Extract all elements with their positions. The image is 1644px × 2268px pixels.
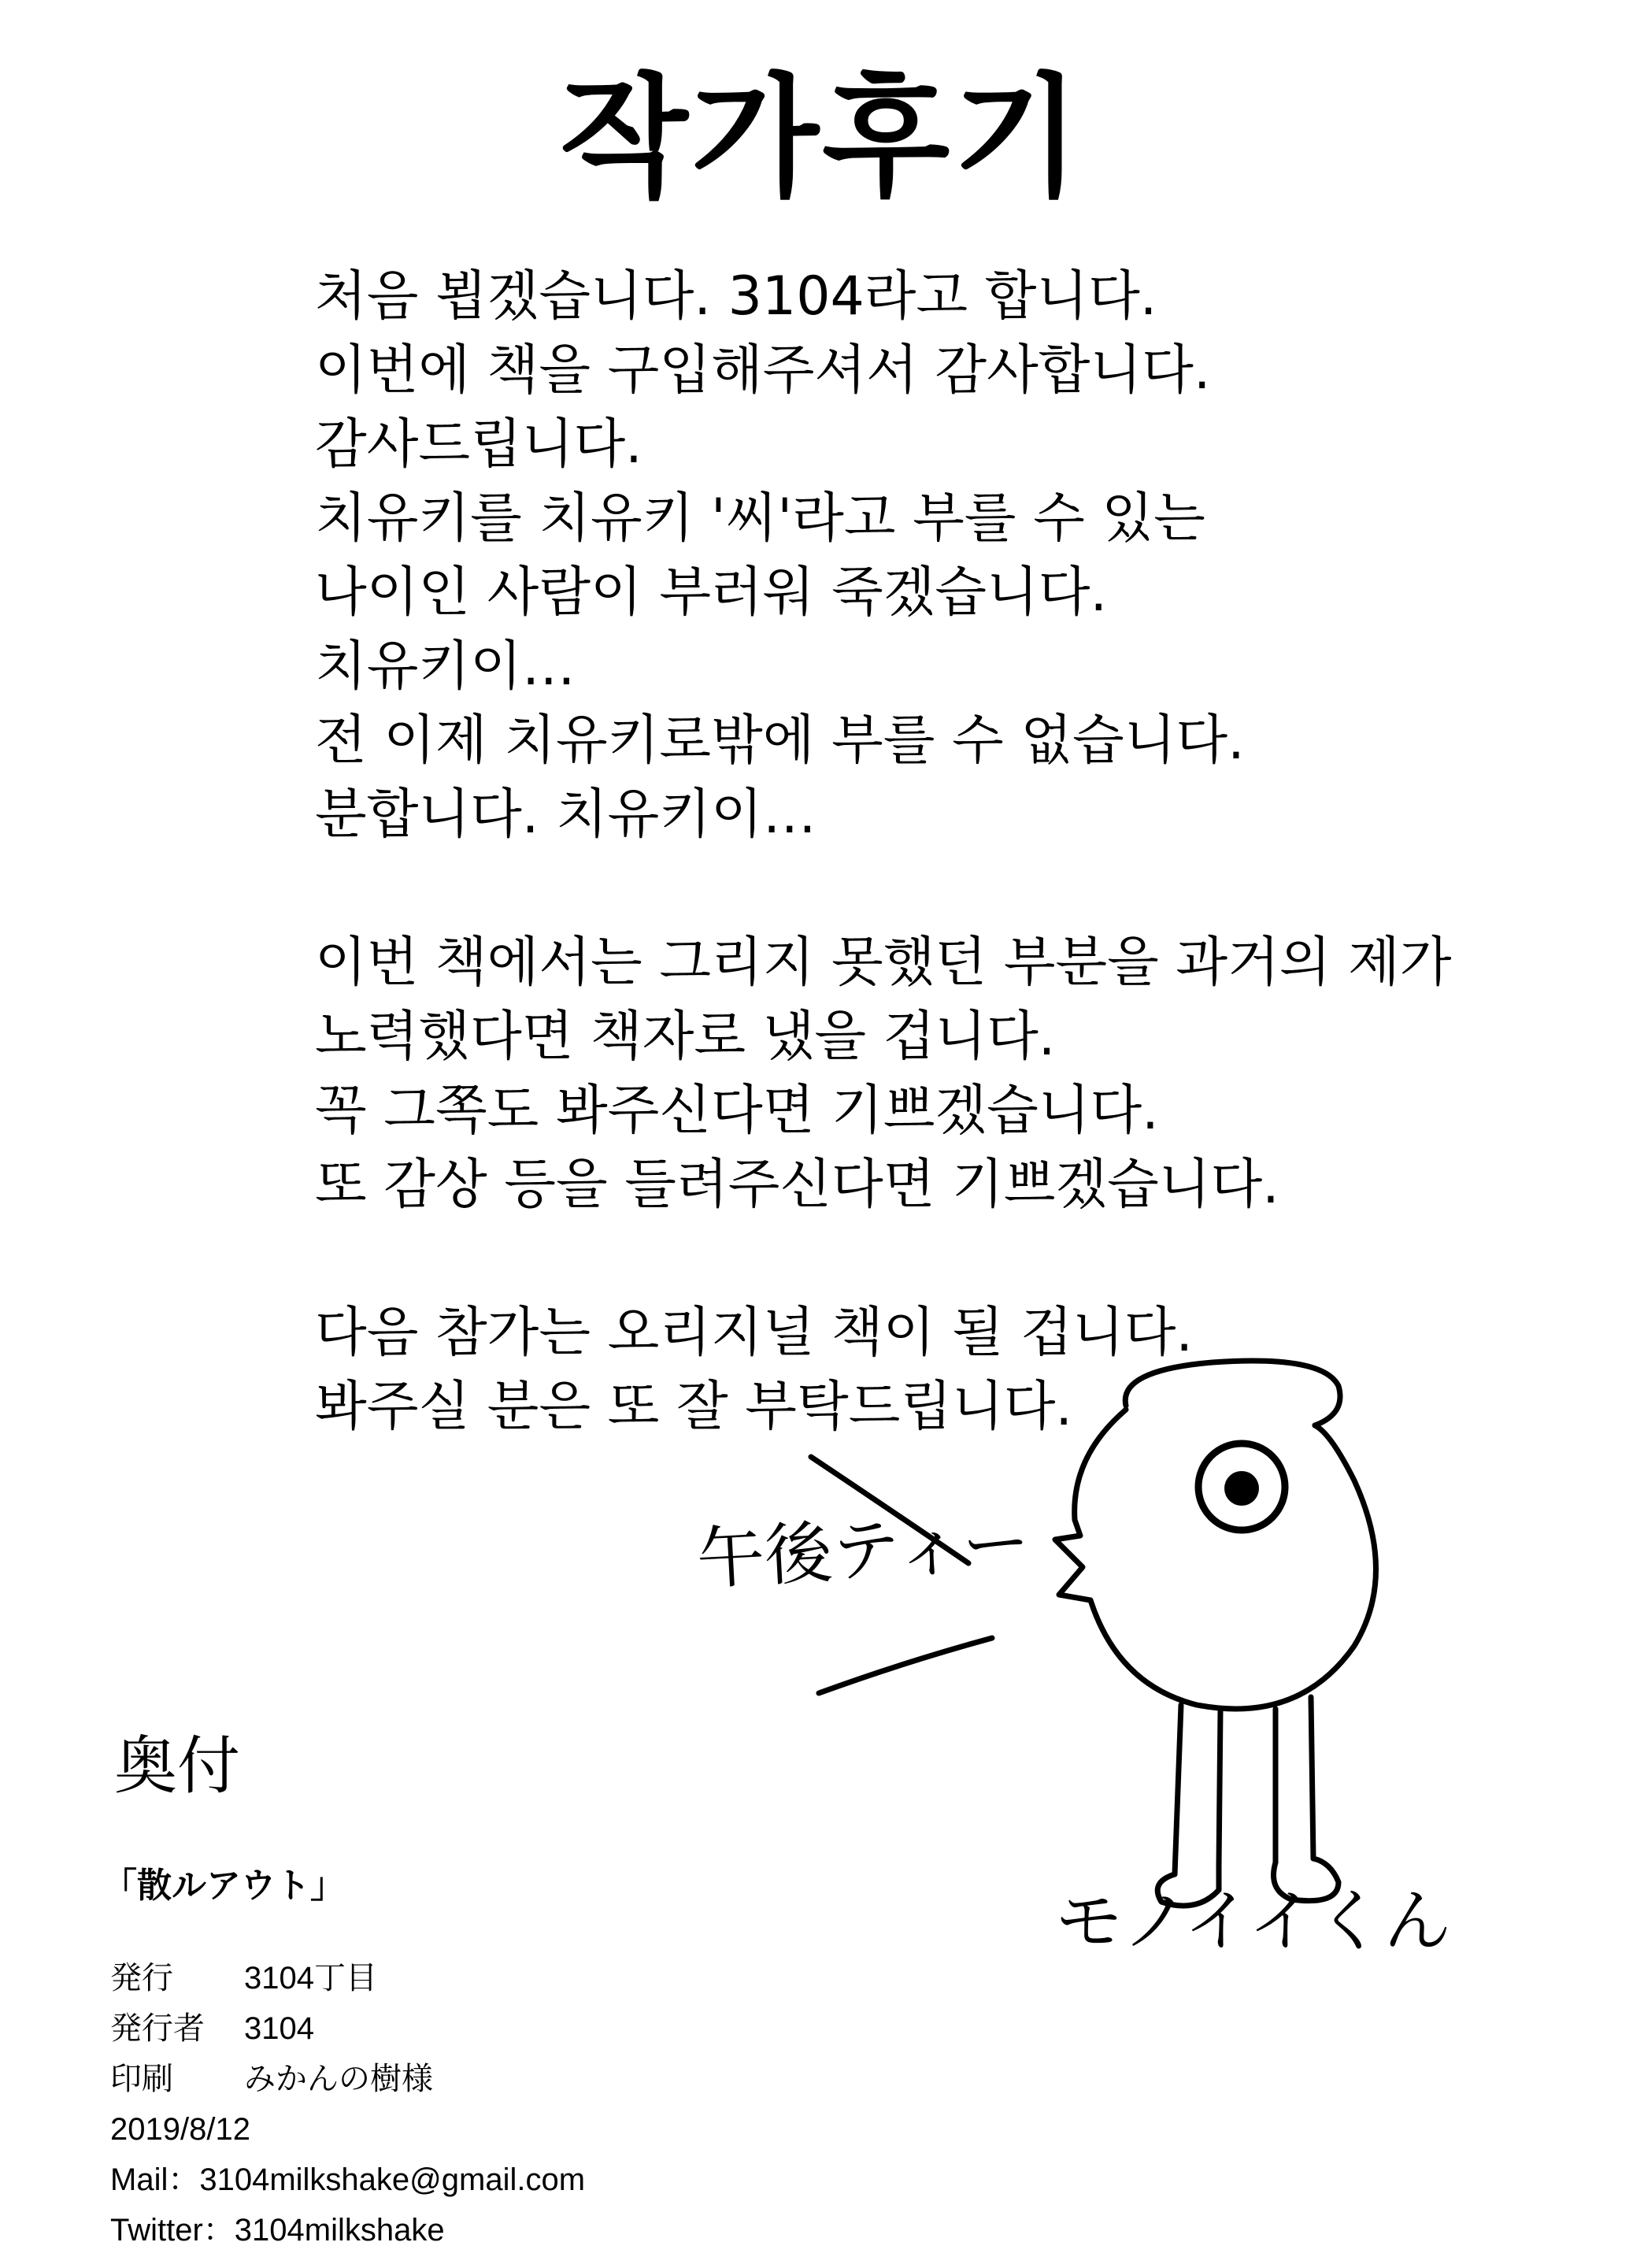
row-label: 印刷 (110, 2062, 173, 2096)
row-label: 発行者 (110, 2011, 205, 2046)
mascot-leg-left (1175, 1705, 1181, 1874)
row-value: みかんの樹様 (244, 2062, 433, 2096)
mascot-eye-pupil (1224, 1471, 1259, 1506)
text-line: 분합니다. 치유키이… (315, 784, 816, 846)
colophon-row-issuer (110, 2003, 585, 2054)
text-line: 이번 책에서는 그리지 못했던 부분을 과거의 제가 (315, 932, 1452, 994)
text-line: 노력했다면 책자로 냈을 겁니다. (315, 1006, 1056, 1068)
colophon-row-printer (110, 2054, 585, 2104)
page-title: 작가후기 (560, 61, 1084, 215)
mascot-leg-left-inner (1219, 1710, 1220, 1866)
text-line: 치유키를 치유키 '씨'라고 부를 수 있는 (315, 487, 1205, 550)
colophon-row-publisher (110, 1953, 585, 2003)
text-line: 처음 뵙겠습니다. 3104라고 합니다. (315, 265, 1157, 328)
colophon-mail: Mail：3104milkshake@gmail.com (110, 2162, 586, 2197)
paragraph-2 (315, 926, 1590, 1222)
text-line: 이번에 책을 구입해주셔서 감사합니다. (315, 339, 1211, 402)
mascot-head-cap (1125, 1361, 1340, 1425)
colophon-date: 2019/8/12 (110, 2112, 250, 2147)
text-line: 치유키이… (315, 636, 576, 698)
colophon-twitter: Twitter：3104milkshake (110, 2213, 445, 2248)
book-title: 「散ルアウト」 (102, 1866, 345, 1906)
row-value: 3104 (244, 2011, 314, 2046)
speech-line-bottom (819, 1638, 992, 1693)
mascot-name-caption: モノイイくん (1055, 1882, 1452, 1961)
mascot-leg-right-inner (1311, 1697, 1313, 1858)
text-line: 나이인 사람이 부러워 죽겠습니다. (315, 561, 1108, 624)
speech-caption: 午後ティー (694, 1503, 1032, 1600)
text-line: 다음 참가는 오리지널 책이 될 겁니다. (315, 1302, 1194, 1364)
colophon-heading: 奥付 (114, 1729, 240, 1803)
colophon-details (110, 1953, 585, 2255)
row-value: 3104丁目 (244, 1961, 377, 1996)
paragraph-1 (315, 260, 1590, 852)
text-line: 감사드립니다. (315, 413, 642, 476)
text-line: 봐주실 분은 또 잘 부탁드립니다. (315, 1376, 1073, 1438)
row-label: 発行 (110, 1961, 173, 1996)
text-line: 또 감상 등을 들려주신다면 기쁘겠습니다. (315, 1154, 1279, 1216)
text-line: 꼭 그쪽도 봐주신다면 기쁘겠습니다. (315, 1080, 1159, 1142)
afterword-body (315, 260, 1590, 1444)
text-line: 전 이제 치유키로밖에 부를 수 없습니다. (315, 710, 1245, 772)
mascot-illustration (646, 1339, 1457, 1937)
